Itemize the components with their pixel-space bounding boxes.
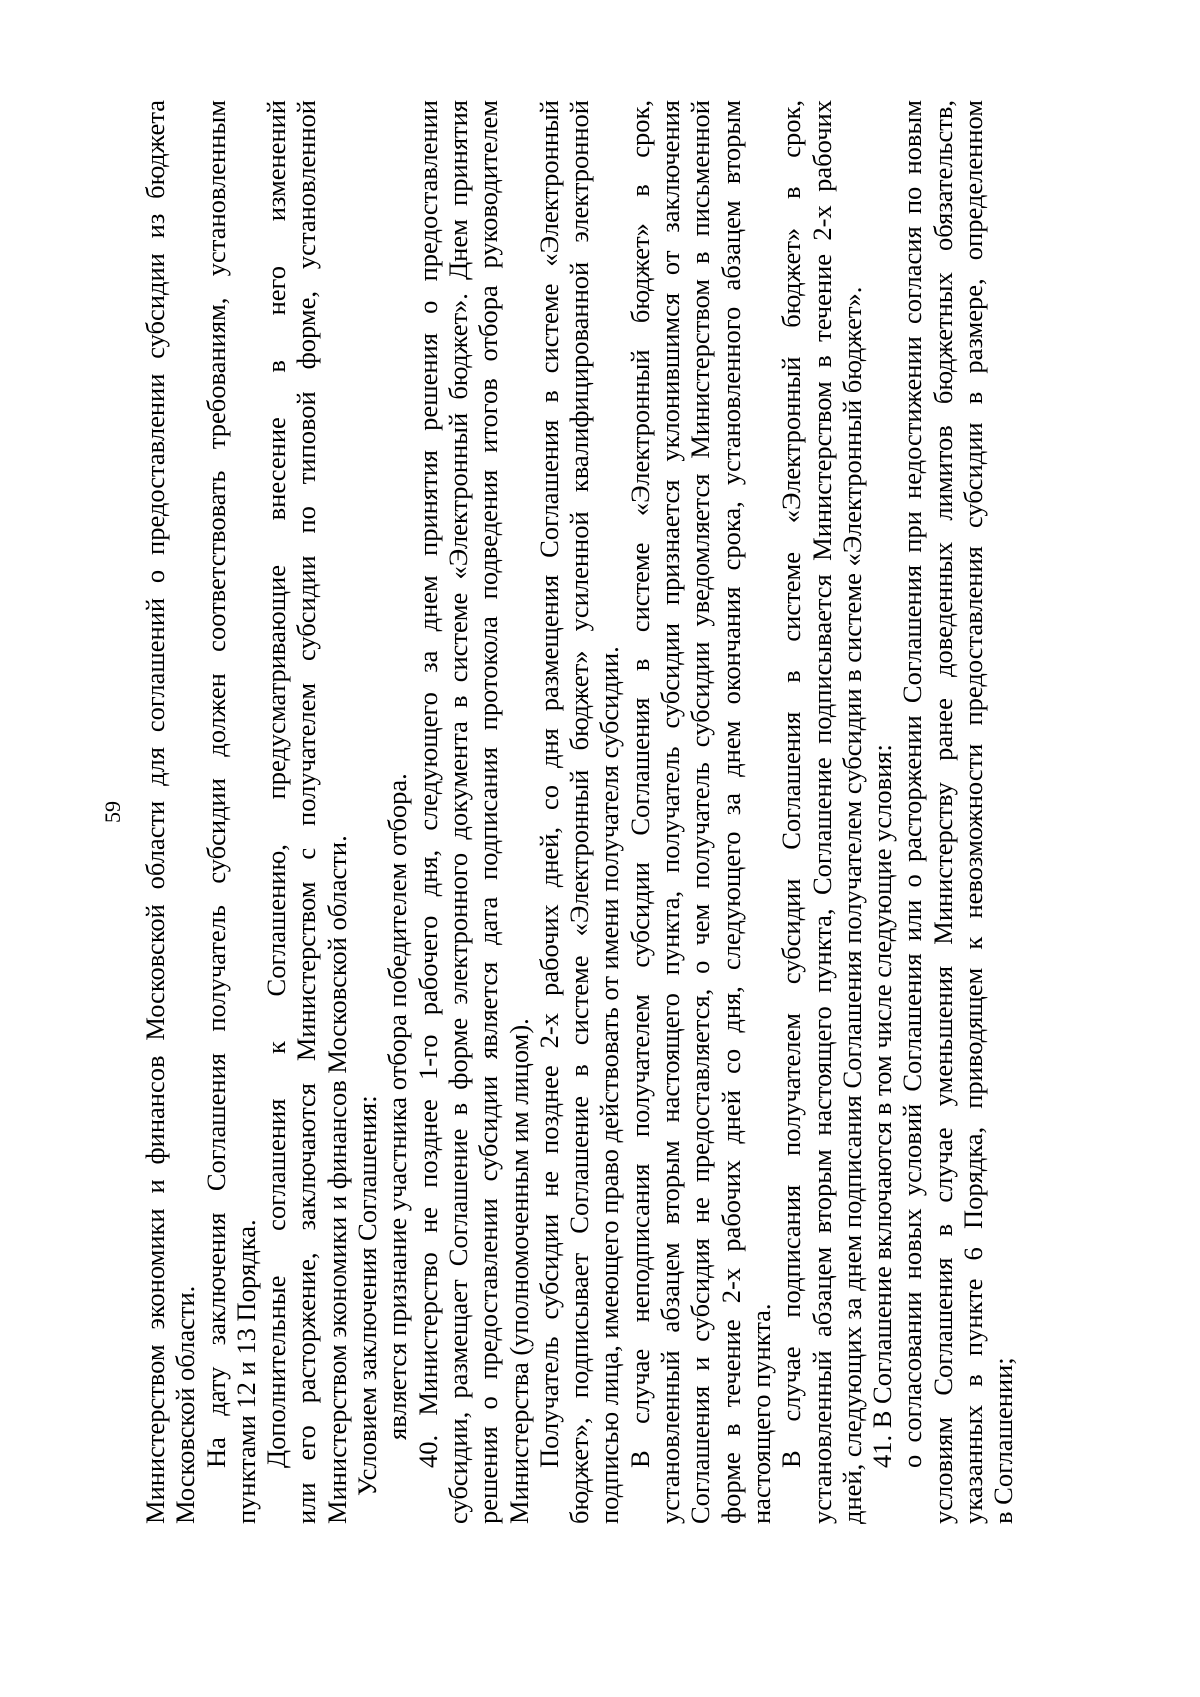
text-line: В случае неподписания получателем субсидии Соглашения в системе «Электронный бюджет» в срок, <box>624 100 655 1468</box>
text-line: решения о предоставлении субсидии является дата подписания протокола подведения итогов отбора руководителем <box>473 100 504 1524</box>
text-line: пунктами 12 и 13 Порядка. <box>230 1219 261 1524</box>
text-line: или его расторжение, заключаются Министерством с получателем субсидии по типовой форме, установленной <box>291 100 322 1524</box>
text-line: Министерством экономики и финансов Московской области для соглашений о предоставлении субсидии из бюджета <box>140 100 170 1524</box>
text-line: установленный абзацем вторым настоящего пункта, получатель субсидии признается уклонившимся от заключения <box>655 100 686 1524</box>
text-line: Министерством экономики и финансов Московской области. <box>321 835 352 1524</box>
text-line: дней, следующих за днем подписания Соглашения получателем субсидии в системе «Электронный бюджет». <box>836 286 867 1524</box>
text-line: В случае подписания получателем субсидии Соглашения в системе «Электронный бюджет» в срок, <box>776 100 807 1468</box>
text-line: Условием заключения Соглашения: <box>352 1095 383 1496</box>
text-line: На дату заключения Соглашения получатель субсидии должен соответствовать требованиям, установленным <box>200 100 231 1468</box>
text-line: о согласовании новых условий Соглашения или о расторжении Соглашения при недостижении согласия по новым <box>897 100 928 1468</box>
rotated-content <box>100 100 1100 1524</box>
text-line: 41. В Соглашение включаются в том числе следующие условия: <box>867 744 898 1468</box>
text-line: Получатель субсидии не позднее 2-х рабочих дней, со дня размещения Соглашения в системе «Электронный <box>533 100 564 1468</box>
text-line: 40. Министерство не позднее 1-го рабочего дня, следующего за днем принятия решения о предоставлении <box>412 100 443 1468</box>
text-line: настоящего пункта. <box>745 1303 776 1524</box>
body-text <box>140 100 1019 1524</box>
page-number: 59 <box>100 801 125 823</box>
text-line: указанных в пункте 6 Порядка, приводящем к невозможности предоставления субсидии в размере, определенном <box>958 100 989 1524</box>
text-line: Московской области. <box>170 1285 201 1524</box>
text-line: в Соглашении; <box>988 1357 1019 1524</box>
text-line: Дополнительные соглашения к Соглашению, предусматривающие внесение в него изменений <box>261 100 292 1468</box>
text-line: установленный абзацем вторым настоящего пункта, Соглашение подписывается Министерством в течение 2-х рабочих <box>806 100 837 1524</box>
text-line: Соглашения и субсидия не предоставляется, о чем получатель субсидии уведомляется Министерством в письменной <box>685 100 716 1524</box>
text-line: является признание участника отбора победителем отбора. <box>382 773 413 1440</box>
text-line: субсидии, размещает Соглашение в форме электронного документа в системе «Электронный бюджет». Днем принятия <box>442 100 473 1524</box>
text-line: подписью лица, имеющего право действовать от имени получателя субсидии. <box>594 646 625 1524</box>
text-line: форме в течение 2-х рабочих дней со дня, следующего за днем окончания срока, установленного абзацем вторым <box>715 100 746 1524</box>
text-line: Министерства (уполномоченным им лицом). <box>503 1018 534 1524</box>
text-line: условиям Соглашения в случае уменьшения Министерству ранее доведенных лимитов бюджетных обязательств, <box>927 100 958 1524</box>
text-line: бюджет», подписывает Соглашение в системе «Электронный бюджет» усиленной квалифицированной электронной <box>564 100 595 1524</box>
